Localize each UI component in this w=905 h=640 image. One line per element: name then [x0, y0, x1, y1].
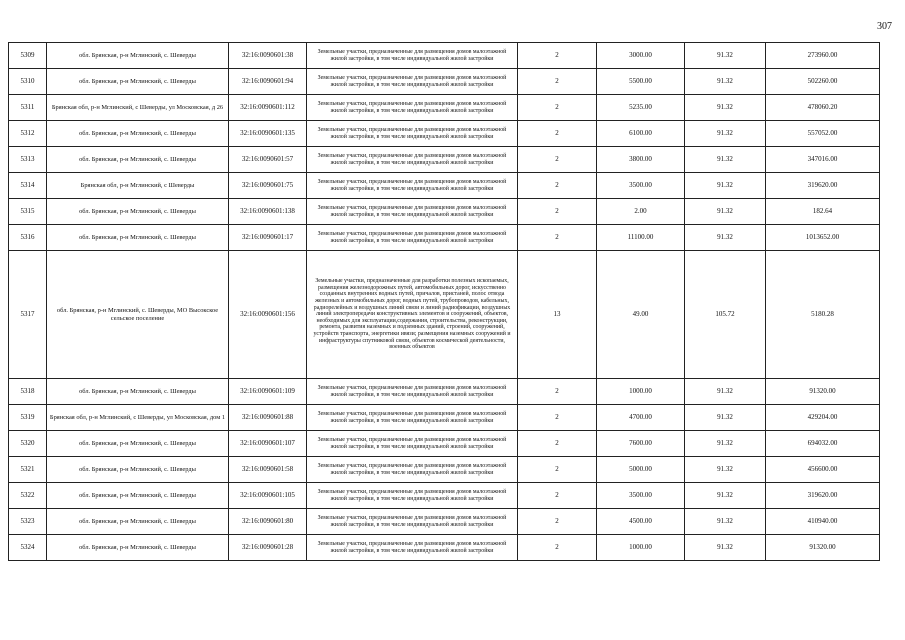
row-rate: 91.32	[685, 95, 766, 121]
row-cadastral-number: 32:16:0090601:156	[229, 251, 307, 379]
row-group: 2	[518, 457, 597, 483]
table-row	[9, 457, 880, 483]
row-area: 5235.00	[597, 95, 685, 121]
row-cadastral-value: 347016.00	[766, 147, 880, 173]
row-group: 2	[518, 509, 597, 535]
row-id: 5312	[9, 121, 47, 147]
row-land-use: Земельные участки, предназначенные для размещения домов малоэтажной жилой застройки, в том числе индивидуальной жилой застройки	[307, 199, 518, 225]
row-land-use: Земельные участки, предназначенные для размещения домов малоэтажной жилой застройки, в том числе индивидуальной жилой застройки	[307, 95, 518, 121]
row-cadastral-value: 557052.00	[766, 121, 880, 147]
row-id: 5321	[9, 457, 47, 483]
row-land-use: Земельные участки, предназначенные для размещения домов малоэтажной жилой застройки, в том числе индивидуальной жилой застройки	[307, 535, 518, 561]
row-cadastral-number: 32:16:0090601:105	[229, 483, 307, 509]
row-rate: 91.32	[685, 405, 766, 431]
table-row	[9, 147, 880, 173]
row-group: 2	[518, 483, 597, 509]
row-cadastral-number: 32:16:0090601:75	[229, 173, 307, 199]
row-cadastral-value: 502260.00	[766, 69, 880, 95]
row-address: обл. Брянская, р-н Мглинский, с. Шеверды	[47, 535, 229, 561]
row-rate: 91.32	[685, 199, 766, 225]
table-row	[9, 225, 880, 251]
row-id: 5315	[9, 199, 47, 225]
cadastral-value-table	[8, 42, 880, 561]
row-cadastral-value: 91320.00	[766, 379, 880, 405]
row-cadastral-value: 410940.00	[766, 509, 880, 535]
row-area: 5000.00	[597, 457, 685, 483]
row-cadastral-number: 32:16:0090601:94	[229, 69, 307, 95]
row-rate: 91.32	[685, 483, 766, 509]
row-cadastral-value: 694032.00	[766, 431, 880, 457]
table-row	[9, 535, 880, 561]
row-group: 2	[518, 69, 597, 95]
row-land-use: Земельные участки, предназначенные для размещения домов малоэтажной жилой застройки, в том числе индивидуальной жилой застройки	[307, 121, 518, 147]
row-id: 5320	[9, 431, 47, 457]
row-land-use: Земельные участки, предназначенные для размещения домов малоэтажной жилой застройки, в том числе индивидуальной жилой застройки	[307, 379, 518, 405]
row-rate: 91.32	[685, 69, 766, 95]
row-group: 2	[518, 431, 597, 457]
row-address: обл. Брянская, р-н Мглинский, с. Шеверды	[47, 457, 229, 483]
row-rate: 91.32	[685, 535, 766, 561]
row-rate: 91.32	[685, 431, 766, 457]
row-id: 5317	[9, 251, 47, 379]
page-number: 307	[877, 21, 892, 32]
row-address: обл. Брянская, р-н Мглинский, с. Шеверды	[47, 121, 229, 147]
row-land-use: Земельные участки, предназначенные для разработки полезных ископаемых, размещения железнодорожных путей, автомобильных дорог, искусственно созданных внутренних водных путей, причалов, пристаней, полос отвода железных и автомобильных дорог, водных путей, трубопроводов, кабельных, радиорелейных и воздушных линий связи и линий радиофикации, воздушных линий электропередачи конструктивных элементов и сооружений, объектов, необходимых для эксплуатации,содержания, строительства, реконструкции, ремонта, развития наземных и подземных зданий, строений, сооружений, устройств транспорта, энергетики ивязи; размещения наземных сооружений и инфраструктуры спутниковой связи, объектов космической деятельности, военных объектов	[307, 251, 518, 379]
row-address: обл. Брянская, р-н Мглинский, с. Шеверды	[47, 43, 229, 69]
row-cadastral-number: 32:16:0090601:58	[229, 457, 307, 483]
row-land-use: Земельные участки, предназначенные для размещения домов малоэтажной жилой застройки, в том числе индивидуальной жилой застройки	[307, 483, 518, 509]
row-area: 1000.00	[597, 535, 685, 561]
row-cadastral-value: 456600.00	[766, 457, 880, 483]
row-address: обл. Брянская, р-н Мглинский, с. Шеверды	[47, 69, 229, 95]
row-cadastral-number: 32:16:0090601:107	[229, 431, 307, 457]
row-cadastral-number: 32:16:0090601:138	[229, 199, 307, 225]
row-cadastral-value: 429204.00	[766, 405, 880, 431]
row-id: 5316	[9, 225, 47, 251]
row-area: 1000.00	[597, 379, 685, 405]
row-area: 2.00	[597, 199, 685, 225]
row-land-use: Земельные участки, предназначенные для размещения домов малоэтажной жилой застройки, в том числе индивидуальной жилой застройки	[307, 431, 518, 457]
row-address: Брянская обл, р-н Мглинский, с Шеверды	[47, 173, 229, 199]
row-group: 2	[518, 535, 597, 561]
row-area: 4700.00	[597, 405, 685, 431]
row-id: 5323	[9, 509, 47, 535]
row-address: обл. Брянская, р-н Мглинский, с. Шеверды, МО Высокское сельское поселение	[47, 251, 229, 379]
table-row	[9, 509, 880, 535]
row-rate: 105.72	[685, 251, 766, 379]
row-address: Брянская обл, р-н Мглинский, с Шеверды, ул Московская, дом 1	[47, 405, 229, 431]
row-rate: 91.32	[685, 173, 766, 199]
row-id: 5313	[9, 147, 47, 173]
row-group: 2	[518, 43, 597, 69]
row-land-use: Земельные участки, предназначенные для размещения домов малоэтажной жилой застройки, в том числе индивидуальной жилой застройки	[307, 173, 518, 199]
row-rate: 91.32	[685, 225, 766, 251]
row-land-use: Земельные участки, предназначенные для размещения домов малоэтажной жилой застройки, в том числе индивидуальной жилой застройки	[307, 509, 518, 535]
row-id: 5319	[9, 405, 47, 431]
row-id: 5322	[9, 483, 47, 509]
row-address: обл. Брянская, р-н Мглинский, с. Шеверды	[47, 379, 229, 405]
row-rate: 91.32	[685, 121, 766, 147]
row-address: Брянская обл, р-н Мглинский, с Шеверды, ул Московская, д 26	[47, 95, 229, 121]
table-row	[9, 251, 880, 379]
row-group: 2	[518, 225, 597, 251]
row-group: 2	[518, 199, 597, 225]
row-cadastral-number: 32:16:0090601:38	[229, 43, 307, 69]
row-group: 2	[518, 147, 597, 173]
table-row	[9, 43, 880, 69]
row-cadastral-value: 182.64	[766, 199, 880, 225]
row-id: 5309	[9, 43, 47, 69]
row-id: 5314	[9, 173, 47, 199]
row-rate: 91.32	[685, 43, 766, 69]
row-land-use: Земельные участки, предназначенные для размещения домов малоэтажной жилой застройки, в том числе индивидуальной жилой застройки	[307, 147, 518, 173]
row-area: 3800.00	[597, 147, 685, 173]
row-rate: 91.32	[685, 379, 766, 405]
row-address: обл. Брянская, р-н Мглинский, с. Шеверды	[47, 483, 229, 509]
row-rate: 91.32	[685, 147, 766, 173]
row-cadastral-value: 91320.00	[766, 535, 880, 561]
row-land-use: Земельные участки, предназначенные для размещения домов малоэтажной жилой застройки, в том числе индивидуальной жилой застройки	[307, 69, 518, 95]
table-body	[9, 43, 880, 561]
row-area: 3000.00	[597, 43, 685, 69]
row-cadastral-number: 32:16:0090601:57	[229, 147, 307, 173]
row-address: обл. Брянская, р-н Мглинский, с. Шеверды	[47, 509, 229, 535]
row-land-use: Земельные участки, предназначенные для размещения домов малоэтажной жилой застройки, в том числе индивидуальной жилой застройки	[307, 405, 518, 431]
row-area: 7600.00	[597, 431, 685, 457]
row-cadastral-number: 32:16:0090601:135	[229, 121, 307, 147]
row-land-use: Земельные участки, предназначенные для размещения домов малоэтажной жилой застройки, в том числе индивидуальной жилой застройки	[307, 225, 518, 251]
row-area: 49.00	[597, 251, 685, 379]
row-group: 2	[518, 379, 597, 405]
table-row	[9, 483, 880, 509]
row-group: 2	[518, 405, 597, 431]
row-cadastral-number: 32:16:0090601:28	[229, 535, 307, 561]
row-cadastral-number: 32:16:0090601:112	[229, 95, 307, 121]
row-cadastral-number: 32:16:0090601:17	[229, 225, 307, 251]
row-group: 2	[518, 121, 597, 147]
row-address: обл. Брянская, р-н Мглинский, с. Шеверды	[47, 199, 229, 225]
table-row	[9, 379, 880, 405]
row-rate: 91.32	[685, 509, 766, 535]
row-address: обл. Брянская, р-н Мглинский, с. Шеверды	[47, 225, 229, 251]
row-group: 13	[518, 251, 597, 379]
row-area: 3500.00	[597, 483, 685, 509]
row-cadastral-value: 319620.00	[766, 483, 880, 509]
row-land-use: Земельные участки, предназначенные для размещения домов малоэтажной жилой застройки, в том числе индивидуальной жилой застройки	[307, 43, 518, 69]
row-area: 11100.00	[597, 225, 685, 251]
row-cadastral-number: 32:16:0090601:88	[229, 405, 307, 431]
table-row	[9, 95, 880, 121]
row-id: 5311	[9, 95, 47, 121]
row-cadastral-value: 319620.00	[766, 173, 880, 199]
row-land-use: Земельные участки, предназначенные для размещения домов малоэтажной жилой застройки, в том числе индивидуальной жилой застройки	[307, 457, 518, 483]
row-cadastral-value: 1013652.00	[766, 225, 880, 251]
table-row	[9, 173, 880, 199]
row-cadastral-value: 478060.20	[766, 95, 880, 121]
row-group: 2	[518, 95, 597, 121]
row-group: 2	[518, 173, 597, 199]
row-address: обл. Брянская, р-н Мглинский, с. Шеверды	[47, 431, 229, 457]
row-area: 6100.00	[597, 121, 685, 147]
table-row	[9, 431, 880, 457]
row-area: 4500.00	[597, 509, 685, 535]
table-row	[9, 405, 880, 431]
row-area: 5500.00	[597, 69, 685, 95]
row-cadastral-value: 273960.00	[766, 43, 880, 69]
row-address: обл. Брянская, р-н Мглинский, с. Шеверды	[47, 147, 229, 173]
row-id: 5318	[9, 379, 47, 405]
row-id: 5310	[9, 69, 47, 95]
table-row	[9, 121, 880, 147]
row-id: 5324	[9, 535, 47, 561]
table-row	[9, 69, 880, 95]
row-cadastral-value: 5180.28	[766, 251, 880, 379]
row-area: 3500.00	[597, 173, 685, 199]
table-row	[9, 199, 880, 225]
row-cadastral-number: 32:16:0090601:109	[229, 379, 307, 405]
row-cadastral-number: 32:16:0090601:80	[229, 509, 307, 535]
row-rate: 91.32	[685, 457, 766, 483]
